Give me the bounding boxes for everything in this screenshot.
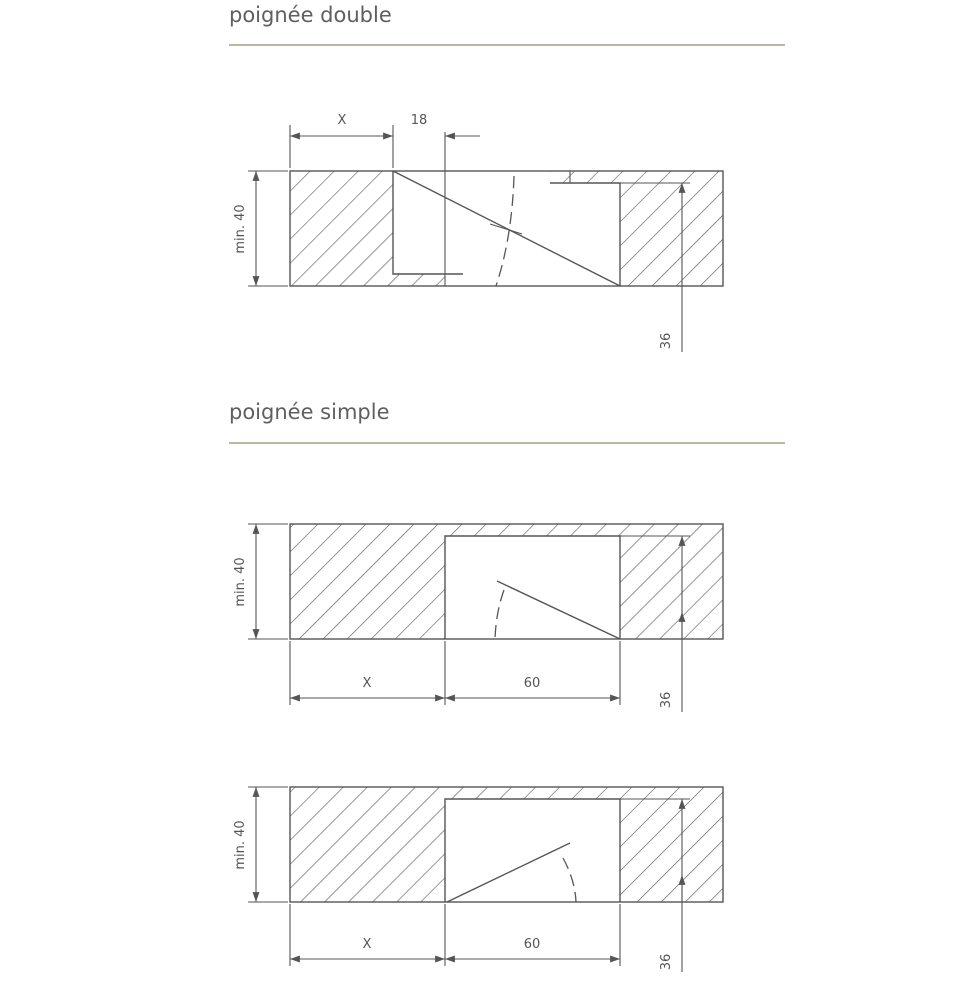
dimension-offset-label: X [362, 676, 372, 691]
handle-line [497, 581, 620, 639]
recess-right [550, 183, 620, 286]
panel-hatching [290, 524, 723, 639]
swing-arc [563, 858, 576, 902]
recess [445, 799, 620, 902]
dimension-height-label: min. 40 [233, 204, 248, 254]
diagram-simple-handle-down [233, 524, 723, 712]
section-title-double: poignée double [229, 3, 392, 27]
dimension-depth-label: 36 [659, 953, 674, 971]
section-title-simple: poignée simple [229, 400, 390, 424]
diagram-simple-handle-up [233, 787, 723, 972]
dimension-depth-label: 36 [659, 691, 674, 709]
dimension-offset-label: X [362, 937, 372, 952]
dimension-slot-label: 18 [410, 113, 428, 128]
recess [445, 536, 620, 639]
swing-arc [495, 590, 504, 639]
dimension-depth-label: 36 [659, 332, 674, 350]
dimension-recess-label: 60 [523, 676, 541, 691]
dimension-height-label: min. 40 [233, 557, 248, 607]
handle-line [447, 843, 570, 902]
dimension-recess-label: 60 [523, 937, 541, 952]
handle-line [393, 171, 620, 286]
panel-hatching [290, 787, 723, 902]
recess-left [393, 171, 463, 274]
diagram-double-handle [233, 113, 723, 352]
dimension-height-label: min. 40 [233, 820, 248, 870]
dimension-offset-label: X [337, 113, 347, 128]
